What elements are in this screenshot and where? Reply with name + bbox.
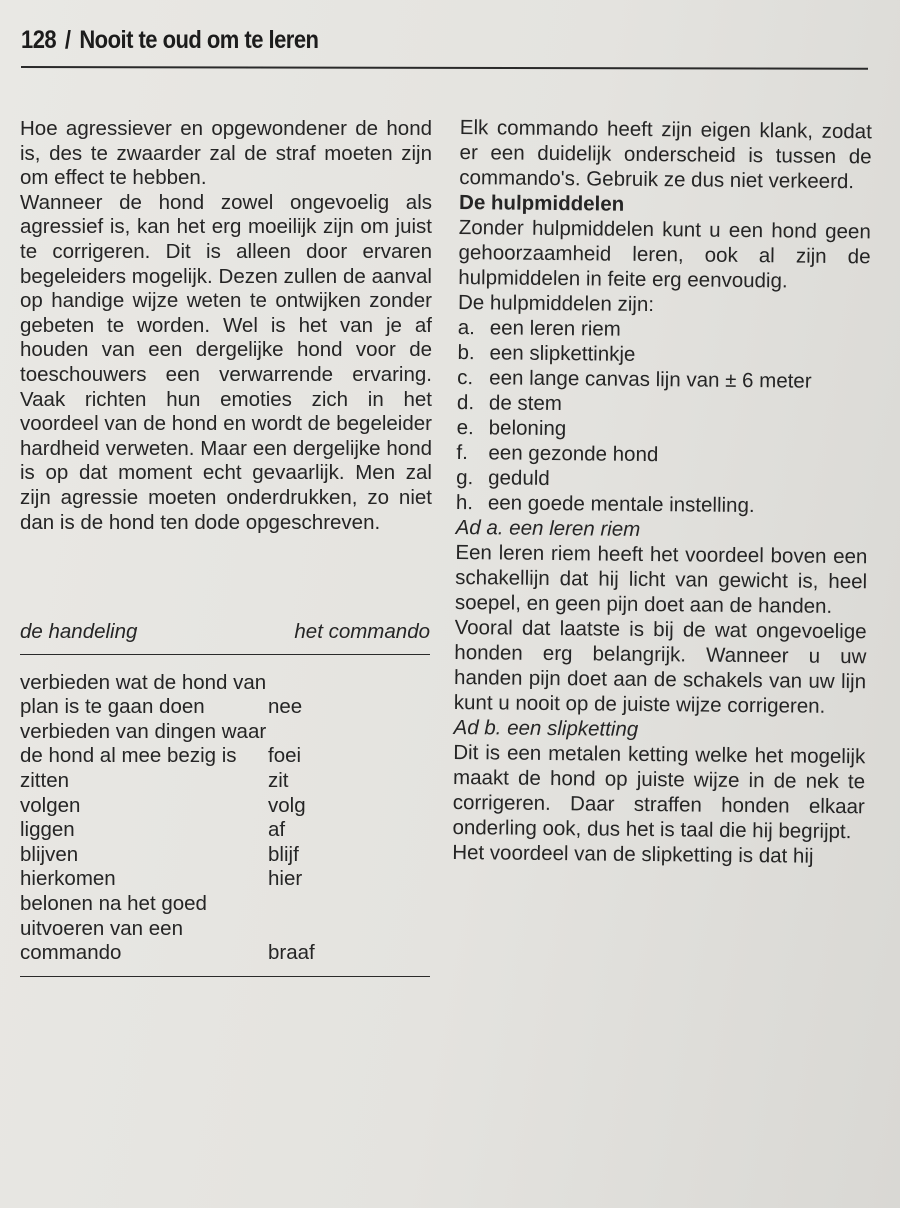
ad-a-paragraph: Vooral dat laatste is bij de wat ongevoelige honden erg belangrijk. Wanneer u uw handen pijn doet aan de schakels van uw lijn kunt u nooit op de juiste wijze corrigeren. [453,615,867,718]
command-table [20,620,430,977]
command-cell: braaf [268,941,315,965]
list-item-text: beloning [488,416,567,441]
action-cell: zitten [20,768,69,792]
column-header-action: de handeling [20,620,138,643]
table-row [20,818,430,843]
list-marker: c. [457,365,474,390]
section-heading: De hulpmiddelen [458,190,625,216]
list-item-text: een gezonde hond [488,441,659,467]
table-row [20,867,430,892]
table-row [20,794,430,819]
action-cell: blijven [20,842,79,866]
table-row [20,671,430,720]
table-row [20,769,430,794]
ad-b-paragraph: Dit is een metalen ketting welke het mogelijk maakt de hond op juiste wijze in de nek te corrigeren. Daar straffen honden elkaar onderling ook, dus het is taal die hij begrijpt. [452,740,866,844]
command-table-body [20,655,430,977]
table-row [20,843,430,868]
left-paragraph: Hoe agressiever en opgewondener de hond is, des te zwaarder zal de straf moeten zijn om effect te hebben. [20,117,432,190]
command-cell: volg [268,793,306,817]
list-item-text: een leren riem [489,316,621,341]
list-marker: b. [457,340,475,365]
command-cell: af [268,818,286,842]
ad-a-paragraph: Een leren riem heeft het voordeel boven een schakellijn dat hij licht van gewicht is, heel soepel, en geen pijn doet aan de handen. [454,540,868,618]
aids-list [456,315,870,519]
left-paragraph: Wanneer de hond zowel ongevoelig als agressief is, kan het erg moeilijk zijn om juist te corrigeren. Dit is alleen door ervaren begeleiders mogelijk. Dezen zullen de aanval op handige wijze weten te ontwijken zonder gebeten te worden. Wel is het van je af houden van een dergelijke hond voor de toeschouwers een verwarrende ervaring. Vaak richten hun emoties zich in het voordeel van de hond en wordt de begeleider hardheid verweten. Maar een dergelijke hond is op dat moment echt gevaarlijk. Men zal zijn agressie moeten onderdrukken, zo niet dan is de hond ten dode opgeschreven. [20,190,432,534]
ad-a-heading: Ad a. een leren riem [455,515,641,541]
list-item-text: de stem [488,391,563,416]
list-marker: g. [456,465,474,490]
action-cell: hierkomen [20,867,116,891]
running-head [21,26,318,55]
action-cell: verbieden van dingen waar de hond al mee bezig is [20,719,267,768]
command-table-header [20,620,430,655]
list-item-text: geduld [488,466,550,490]
section-paragraph: Zonder hulpmiddelen kunt u een hond geen gehoorzaamheid leren, ook al zijn de hulpmiddelen in feite erg eenvoudig. [458,215,871,293]
table-row [20,720,430,769]
list-marker: e. [456,415,474,440]
list-marker: h. [455,490,474,515]
header-separator: / [64,26,71,54]
list-marker: a. [457,315,476,340]
page-number: 128 [21,26,57,54]
chapter-title: Nooit te oud om te leren [79,26,319,54]
list-item-text: een lange canvas lijn van ± 6 meter [489,366,812,393]
list-marker: f. [456,440,468,465]
ad-b-paragraph: Het voordeel van de slipketting is dat hij [452,840,814,868]
left-column [20,117,432,535]
ad-b-heading: Ad b. een slipketting [453,715,639,741]
table-row [20,892,430,966]
command-cell: foei [268,744,302,768]
action-cell: belonen na het goed uitvoeren van een commando [20,891,207,965]
intro-paragraph: Elk commando heeft zijn eigen klank, zodat er een duidelijk onderscheid is tussen de commando's. Gebruik ze dus niet verkeerd. [459,115,872,194]
header-rule [21,66,868,70]
list-marker: d. [456,390,475,415]
action-cell: verbieden wat de hond van plan is te gaan doen [20,670,267,719]
column-header-command: het commando [294,620,430,643]
list-item-text: een goede mentale instelling. [487,491,755,518]
command-cell: zit [268,768,289,792]
action-cell: liggen [20,818,75,842]
list-item-text: een slipkettinkje [489,341,636,366]
command-cell: nee [268,695,303,719]
action-cell: volgen [20,793,81,817]
command-cell: blijf [268,842,299,866]
list-intro: De hulpmiddelen zijn: [457,290,655,317]
command-cell: hier [268,867,303,891]
right-column [452,115,872,869]
